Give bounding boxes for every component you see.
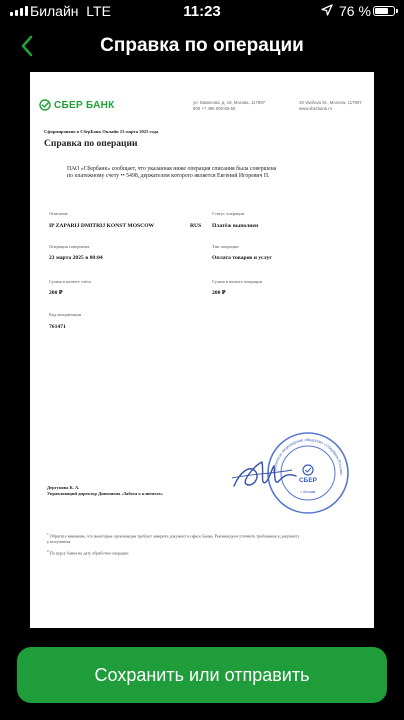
signatory bbox=[47, 485, 163, 497]
clock: 11:23 bbox=[183, 3, 221, 20]
auth-code-value: 761471 bbox=[49, 324, 66, 330]
site: www.sberbank.ru bbox=[299, 106, 332, 111]
sber-logo bbox=[39, 99, 115, 111]
type-value: Оплата товаров и услуг bbox=[212, 255, 272, 261]
footnote-marker: 2 bbox=[47, 549, 49, 553]
footnote-2-text: По курсу банка на дату обработки операции bbox=[49, 550, 129, 556]
document-preview[interactable] bbox=[30, 72, 374, 628]
type-label: Тип операции bbox=[212, 244, 239, 249]
footnote-marker: 1 bbox=[47, 532, 49, 536]
battery-icon bbox=[373, 6, 395, 16]
address-ru: ул. Вавилова, д. 19, Москва, 117997 bbox=[193, 100, 265, 105]
footnote-2 bbox=[47, 549, 302, 556]
page-title: Справка по операции bbox=[100, 35, 304, 56]
bank-address-en bbox=[299, 100, 374, 112]
signatory-role: Управляющий директор Дивизиона «Забота о клиентах» bbox=[47, 491, 164, 496]
location-arrow-icon bbox=[321, 4, 333, 16]
battery-percentage: 76 % bbox=[339, 3, 371, 19]
formed-line: Сформировано в СберБанк Онлайн 23 марта 2025 года bbox=[44, 129, 159, 134]
amount-operation-value: 200 ₽ bbox=[212, 290, 226, 296]
auth-code-label: Код авторизации bbox=[49, 312, 82, 317]
battery-fill bbox=[375, 8, 388, 14]
signal-strength-icon bbox=[10, 6, 28, 16]
amount-account-label: Сумма в валюте счёта bbox=[49, 279, 92, 284]
description-label: Описание bbox=[49, 211, 68, 216]
amount-account-value: 200 ₽ bbox=[49, 290, 63, 296]
back-button[interactable] bbox=[14, 30, 44, 62]
status-label: Статус операции bbox=[212, 211, 245, 216]
sber-logo-icon bbox=[39, 99, 51, 111]
carrier-name: Билайн bbox=[30, 3, 79, 19]
address-en: 19 Vavilova St., Moscow, 117997 bbox=[299, 100, 362, 105]
logo-text: СБЕР БАНК bbox=[54, 99, 115, 111]
date-value: 23 марта 2025 в 00:04 bbox=[49, 255, 103, 261]
status-bar bbox=[0, 0, 404, 24]
status-value: Платёж выполнен bbox=[212, 223, 259, 229]
phone: 900 +7 495 500-55-50 bbox=[193, 106, 236, 111]
bank-address-ru bbox=[193, 100, 303, 112]
network-type: LTE bbox=[86, 3, 111, 19]
bank-stamp bbox=[265, 430, 351, 516]
stamp-ring-path: Публичное акционерное общество «Сбербанк России» bbox=[271, 436, 345, 476]
notice-text: ПАО «Сбербанк» сообщает, что указанная ниже операция списания была совершена по платежному счету •• 5498, держателем которого является Евгений Игоревич П. bbox=[67, 166, 277, 179]
country-value: RUS bbox=[190, 223, 202, 229]
footnote-1-text: Обратите внимание, что некоторые организации требуют заверить документ в офисе Банка. Рекомендуем уточнить требования к документу у получателя bbox=[47, 533, 300, 544]
stamp-city: г. Москва bbox=[300, 490, 316, 494]
chevron-left-icon bbox=[14, 30, 44, 62]
carrier-label bbox=[30, 3, 111, 19]
amount-operation-label: Сумма в валюте операции bbox=[212, 279, 262, 284]
nav-bar bbox=[0, 24, 404, 68]
stamp-center: СБЕР bbox=[298, 477, 318, 484]
date-label: Операция совершена bbox=[49, 244, 90, 249]
document-title: Справка по операции bbox=[44, 139, 138, 149]
signatory-name: Дергунова К. А. bbox=[47, 485, 80, 490]
footnote-1 bbox=[47, 532, 302, 544]
description-value: IP ZAPARIJ DMITRIJ KONST MOSCOW bbox=[49, 223, 155, 229]
save-or-send-button[interactable]: Сохранить или отправить bbox=[17, 647, 387, 703]
